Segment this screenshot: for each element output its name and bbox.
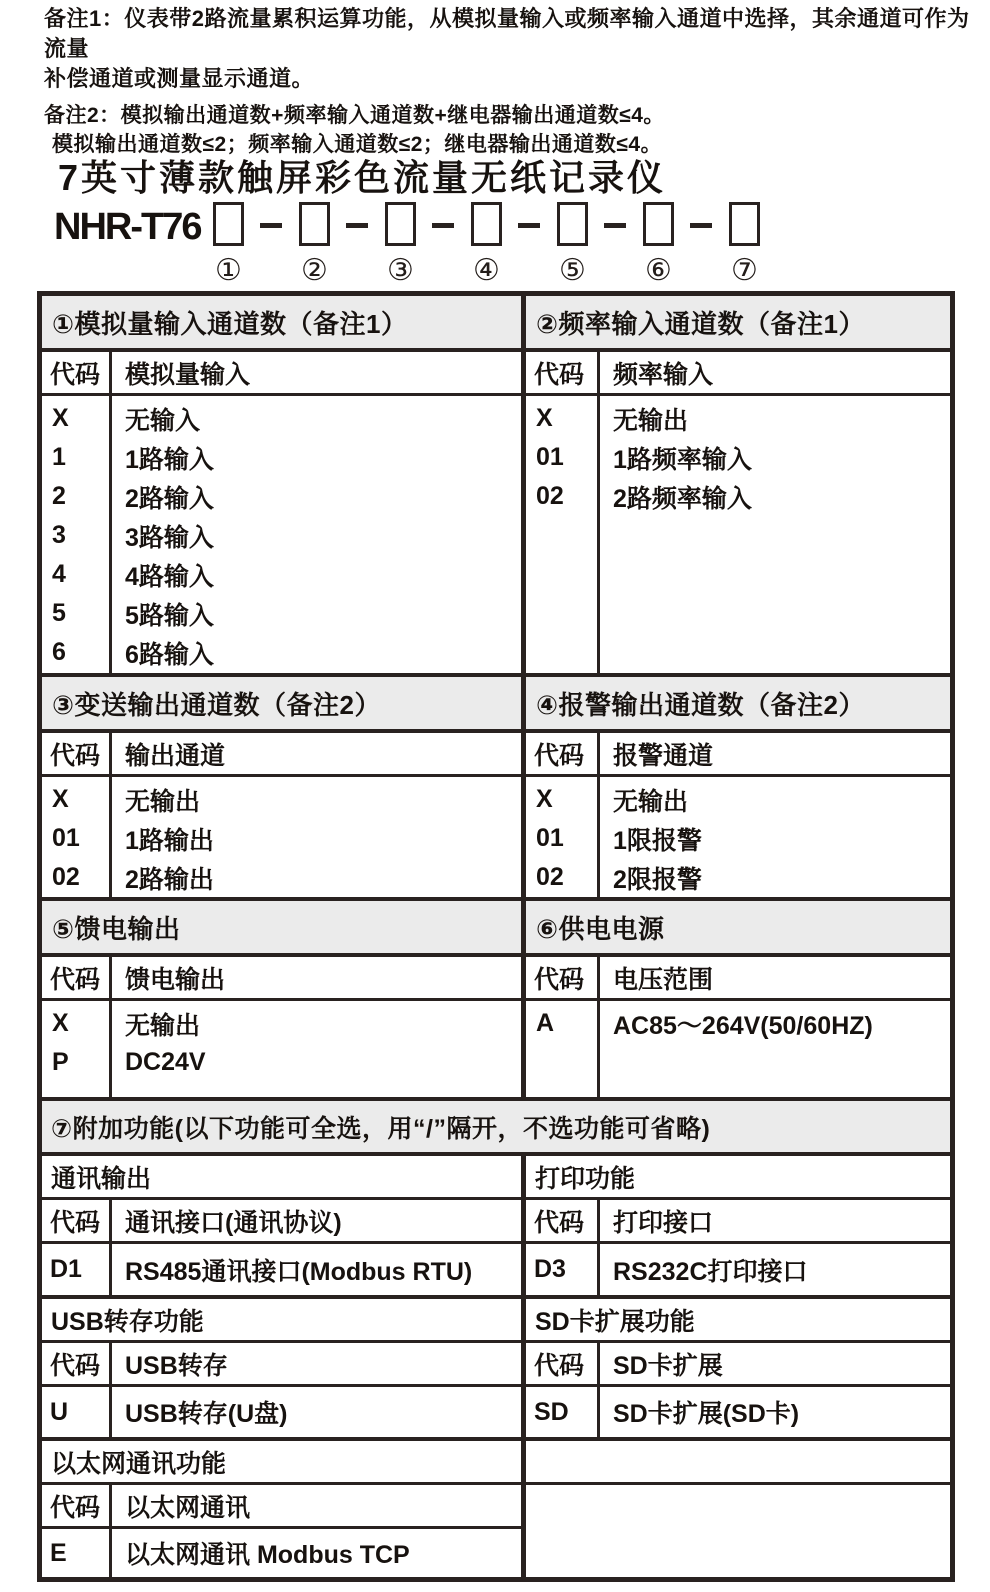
option-label: RS232C打印接口 bbox=[613, 1257, 808, 1286]
dash-separator bbox=[604, 223, 626, 228]
section-2-title: ②频率输入通道数（备注1） bbox=[526, 296, 950, 352]
section-3-header bbox=[42, 733, 521, 777]
dash-separator bbox=[690, 223, 712, 228]
option-label: 2路输入 bbox=[125, 484, 214, 513]
code-value: X bbox=[536, 785, 553, 813]
option-label: 1路输出 bbox=[125, 826, 214, 855]
code-value: 5 bbox=[52, 599, 66, 627]
dash-separator bbox=[432, 223, 454, 228]
model-segment-6 bbox=[638, 202, 678, 287]
band-usb-sd bbox=[42, 1295, 950, 1437]
code-value: 02 bbox=[536, 863, 564, 891]
code-value: 02 bbox=[536, 482, 564, 510]
section-2 bbox=[526, 296, 950, 673]
notes-block bbox=[44, 4, 974, 159]
group-name: 通讯输出 bbox=[42, 1156, 521, 1200]
empty-cell bbox=[526, 1441, 950, 1485]
column-header: 模拟量输入 bbox=[125, 360, 251, 389]
option-label: 1路频率输入 bbox=[613, 445, 752, 474]
section-6 bbox=[526, 901, 950, 1097]
code-value: E bbox=[42, 1529, 112, 1577]
position-marker-7: ⑦ bbox=[731, 254, 758, 287]
option-label: 2限报警 bbox=[613, 865, 702, 894]
code-value: 01 bbox=[536, 824, 564, 852]
option-label: USB转存(U盘) bbox=[125, 1400, 288, 1428]
section-1-title: ①模拟量输入通道数（备注1） bbox=[42, 296, 521, 352]
code-value: 02 bbox=[52, 863, 80, 891]
group-usb bbox=[42, 1299, 526, 1437]
dash-separator bbox=[518, 223, 540, 228]
section-4-data bbox=[526, 777, 950, 897]
column-header: 打印接口 bbox=[613, 1208, 714, 1237]
band-sections-5-6 bbox=[42, 897, 950, 1097]
section-7-title: ⑦附加功能(以下功能可全选，用“/”隔开，不选功能可省略) bbox=[51, 1114, 711, 1143]
model-box-2 bbox=[299, 202, 330, 246]
column-header: 输出通道 bbox=[125, 741, 226, 770]
option-label: 无输入 bbox=[125, 406, 201, 435]
code-value: 4 bbox=[52, 560, 66, 588]
spec-table bbox=[37, 291, 955, 1582]
section-2-data bbox=[526, 396, 950, 673]
note2-line2: 模拟输出通道数≤2；频率输入通道数≤2；继电器输出通道数≤4。 bbox=[52, 133, 663, 156]
code-header: 代码 bbox=[526, 352, 600, 393]
section-7-title-bar bbox=[42, 1097, 950, 1152]
section-6-header bbox=[526, 957, 950, 1001]
group-name: USB转存功能 bbox=[42, 1299, 521, 1343]
section-5 bbox=[42, 901, 526, 1097]
code-value: A bbox=[536, 1009, 555, 1037]
code-header: 代码 bbox=[42, 957, 112, 998]
code-header: 代码 bbox=[526, 1200, 600, 1241]
option-label: AC85～264V(50/60HZ) bbox=[613, 1011, 873, 1040]
code-value: 01 bbox=[52, 824, 80, 852]
code-header: 代码 bbox=[42, 1200, 112, 1241]
note1-line2: 补偿通道或测量显示通道。 bbox=[44, 66, 315, 91]
option-label: 4路输入 bbox=[125, 562, 214, 591]
band-ethernet bbox=[42, 1437, 950, 1577]
code-value: X bbox=[52, 404, 69, 432]
group-print bbox=[526, 1156, 950, 1295]
code-value: P bbox=[52, 1048, 69, 1076]
section-3-title: ③变送输出通道数（备注2） bbox=[42, 677, 521, 733]
code-header: 代码 bbox=[526, 957, 600, 998]
column-header: 以太网通讯 bbox=[125, 1493, 251, 1522]
position-marker-5: ⑤ bbox=[559, 254, 586, 287]
page-title: 7英寸薄款触屏彩色流量无纸记录仪 bbox=[58, 157, 667, 198]
column-header: 馈电输出 bbox=[125, 965, 226, 994]
option-label: 无输出 bbox=[125, 787, 201, 816]
model-code-line bbox=[54, 202, 764, 287]
code-value: 1 bbox=[52, 443, 66, 471]
option-label: 以太网通讯 Modbus TCP bbox=[125, 1541, 410, 1569]
dash-separator bbox=[346, 223, 368, 228]
code-header: 代码 bbox=[42, 733, 112, 774]
section-3 bbox=[42, 677, 526, 897]
code-header: 代码 bbox=[42, 352, 112, 393]
group-ethernet bbox=[42, 1441, 526, 1577]
section-4-header bbox=[526, 733, 950, 777]
option-label: SD卡扩展(SD卡) bbox=[613, 1400, 800, 1428]
section-6-title: ⑥供电电源 bbox=[526, 901, 950, 957]
code-value: 01 bbox=[536, 443, 564, 471]
dash-separator bbox=[260, 223, 282, 228]
note2-line1: 备注2：模拟输出通道数+频率输入通道数+继电器输出通道数≤4。 bbox=[44, 104, 665, 127]
code-value: X bbox=[52, 1009, 69, 1037]
section-4 bbox=[526, 677, 950, 897]
section-4-title: ④报警输出通道数（备注2） bbox=[526, 677, 950, 733]
band-sections-3-4 bbox=[42, 673, 950, 897]
position-marker-1: ① bbox=[215, 254, 242, 287]
group-sd bbox=[526, 1299, 950, 1437]
position-marker-2: ② bbox=[301, 254, 328, 287]
model-segment-4 bbox=[466, 202, 506, 287]
model-box-5 bbox=[557, 202, 588, 246]
model-segment-1 bbox=[208, 202, 248, 287]
option-label: 5路输入 bbox=[125, 601, 214, 630]
option-label: 2路输出 bbox=[125, 865, 214, 894]
code-value: X bbox=[52, 785, 69, 813]
group-comm bbox=[42, 1156, 526, 1295]
empty-right-column bbox=[526, 1441, 950, 1577]
option-label: DC24V bbox=[125, 1048, 206, 1076]
code-value: U bbox=[42, 1387, 112, 1437]
band-comm-print bbox=[42, 1152, 950, 1295]
code-value: 2 bbox=[52, 482, 66, 510]
code-value: 3 bbox=[52, 521, 66, 549]
model-box-3 bbox=[385, 202, 416, 246]
empty-cell bbox=[526, 1485, 950, 1577]
section-3-data bbox=[42, 777, 521, 897]
code-value: SD bbox=[526, 1387, 600, 1437]
model-segment-7 bbox=[724, 202, 764, 287]
section-1-data bbox=[42, 396, 521, 673]
band-sections-1-2 bbox=[42, 296, 950, 673]
section-1 bbox=[42, 296, 526, 673]
section-6-data bbox=[526, 1001, 950, 1097]
section-2-header bbox=[526, 352, 950, 396]
position-marker-4: ④ bbox=[473, 254, 500, 287]
note1-line1: 备注1：仪表带2路流量累积运算功能，从模拟量输入或频率输入通道中选择，其余通道可作为流量 bbox=[44, 6, 970, 61]
option-label: 1限报警 bbox=[613, 826, 702, 855]
group-name: SD卡扩展功能 bbox=[526, 1299, 950, 1343]
group-name: 以太网通讯功能 bbox=[42, 1441, 521, 1485]
section-1-header bbox=[42, 352, 521, 396]
column-header: 报警通道 bbox=[613, 741, 714, 770]
code-value: X bbox=[536, 404, 553, 432]
model-segment-2 bbox=[294, 202, 334, 287]
option-label: 无输出 bbox=[613, 787, 689, 816]
column-header: 频率输入 bbox=[613, 360, 714, 389]
code-header: 代码 bbox=[526, 1343, 600, 1384]
column-header: 电压范围 bbox=[613, 965, 714, 994]
section-5-header bbox=[42, 957, 521, 1001]
model-box-7 bbox=[729, 202, 760, 246]
option-label: RS485通讯接口(Modbus RTU) bbox=[125, 1257, 473, 1286]
code-header: 代码 bbox=[42, 1485, 112, 1526]
code-value: 6 bbox=[52, 638, 66, 666]
section-5-title: ⑤馈电输出 bbox=[42, 901, 521, 957]
model-box-1 bbox=[213, 202, 244, 246]
model-box-4 bbox=[471, 202, 502, 246]
code-value: D3 bbox=[526, 1244, 600, 1295]
option-label: 无输出 bbox=[125, 1011, 201, 1040]
column-header: 通讯接口(通讯协议) bbox=[125, 1208, 342, 1237]
column-header: SD卡扩展 bbox=[613, 1351, 723, 1380]
option-label: 6路输入 bbox=[125, 640, 214, 669]
column-header: USB转存 bbox=[125, 1351, 228, 1380]
group-name: 打印功能 bbox=[526, 1156, 950, 1200]
model-segment-5 bbox=[552, 202, 592, 287]
section-5-data bbox=[42, 1001, 521, 1097]
model-prefix: NHR-T76 bbox=[54, 206, 201, 248]
option-label: 3路输入 bbox=[125, 523, 214, 552]
code-header: 代码 bbox=[526, 733, 600, 774]
position-marker-6: ⑥ bbox=[645, 254, 672, 287]
code-value: D1 bbox=[42, 1244, 112, 1295]
option-label: 无输出 bbox=[613, 406, 689, 435]
model-segment-3 bbox=[380, 202, 420, 287]
option-label: 1路输入 bbox=[125, 445, 214, 474]
position-marker-3: ③ bbox=[387, 254, 414, 287]
option-label: 2路频率输入 bbox=[613, 484, 752, 513]
model-box-6 bbox=[643, 202, 674, 246]
code-header: 代码 bbox=[42, 1343, 112, 1384]
